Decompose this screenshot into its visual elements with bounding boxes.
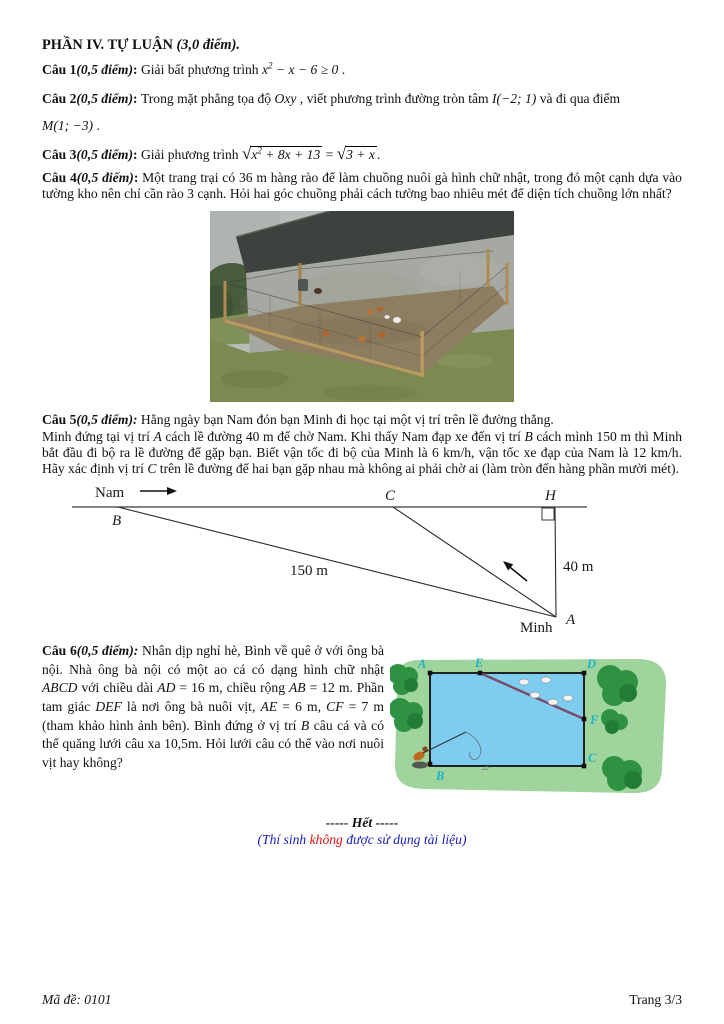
label-distance-ba: 150 m	[290, 563, 328, 580]
question-4: Câu 4(0,5 điểm): Một trang trại có 36 m hàng rào để làm chuồng nuôi gà hình chữ nhật, trong đó một cạnh dựa vào tường kho nên chỉ cần rào 3 cạnh. Hỏi hai góc chuồng phải cách tường bao nhiêu mét để diện tích chuồng lớn nhất?	[42, 170, 682, 202]
exam-note-emphasis: không	[309, 832, 343, 848]
q3-radical-left: $√x^2 + 8x + 13$	[241, 144, 321, 163]
exam-code: Mã đề: 0101	[42, 992, 112, 1007]
question-5: Câu 5(0,5 điểm): Hằng ngày bạn Nam đón bạn Minh đi học tại một vị trí trên lề đường thẳng. Minh đứng tại vị trí A cách lề đường 40 m để chờ Nam. Khi thấy Nam đạp xe đến vị trí B cách mình 150 m thì Minh bắt đầu đi bộ ra lề đường để gặp bạn. Biết vận tốc đi bộ của Minh là 6 km/h, vận tốc xe đạp của Nam là 12 km/h. Hãy xác định vị trí C trên lề đường để hai bạn gặp nhau mà không ai phải chờ ai (làm tròn đến hàng phần mười mét).	[42, 412, 682, 477]
q5-number: Câu 5	[42, 412, 77, 428]
q1-number: Câu 1	[42, 62, 77, 77]
exam-content	[42, 36, 682, 849]
q5-points: (0,5 điểm):	[76, 412, 138, 428]
pond-diagram	[390, 646, 682, 796]
question-3: Câu 3(0,5 điểm): Giải phương trình $√x^2 + 8x + 13 = √3 + x$ .	[42, 144, 381, 163]
nam-direction-arrow	[167, 487, 177, 495]
q1-formula: $x^2 - x - 6 \ge 0$	[261, 60, 339, 77]
end-marker: ----- Hết -----	[325, 815, 399, 831]
road-diagram	[60, 480, 600, 638]
label-c: C	[385, 488, 396, 505]
label-a: A	[566, 612, 576, 629]
q6-number: Câu 6	[42, 643, 77, 659]
q3-points: (0,5 điểm)	[76, 147, 134, 162]
section-points: (3,0 điểm).	[176, 37, 241, 53]
q4-points: (0,5 điểm)	[76, 170, 134, 185]
q4-text: Một trang trại có 36 m hàng rào để làm chuồng nuôi gà hình chữ nhật, trong đó một cạnh dựa vào tường kho nên chỉ cần rào 3 cạnh. Hỏi hai góc chuồng phải cách tường bao nhiêu mét để diện tích chuồng lớn nhất?	[42, 170, 682, 202]
label-b: B	[112, 513, 122, 530]
q2-point: M(1; −3)	[42, 118, 94, 133]
label-distance-ha: 40 m	[563, 559, 594, 576]
closing-block	[42, 814, 682, 849]
q2-number: Câu 2	[42, 91, 77, 106]
section-header	[42, 36, 682, 54]
q4-number: Câu 4	[42, 170, 77, 185]
q2-text: Trong mặt phẳng tọa độ	[140, 91, 275, 106]
exam-note: (Thí sinh không được sử dụng tài liệu)	[257, 832, 467, 848]
q3-radical-right: √3 + x	[336, 144, 375, 163]
question-6-row	[42, 642, 682, 800]
section-title: PHẦN IV. TỰ LUẬN	[42, 37, 177, 53]
label-minh: Minh	[520, 620, 553, 637]
q3-text: Giải phương trình	[140, 147, 242, 162]
pond-figure	[390, 642, 682, 800]
label-h: H	[545, 488, 556, 505]
question-6: Câu 6(0,5 điểm): Nhân dịp nghỉ hè, Bình về quê ở với ông bà nội. Nhà ông bà nội có một ao cá có dạng hình chữ nhật ABCD với chiều dài AD = 16 m, chiều rộng AB = 12 m. Phần tam giác DEF là nơi ông bà nuôi vịt, AE = 6 m, CF = 7 m (tham khảo hình ảnh bên). Bình đứng ở vị trí B câu cá và có thể quăng lưới câu xa 10,5m. Hỏi lưới câu có thể vào nơi nuôi vịt hay không?	[42, 643, 385, 770]
q2-points: (0,5 điểm)	[76, 91, 134, 106]
page-footer	[42, 992, 682, 1008]
pond-label-d: D	[587, 657, 597, 672]
q1-text: Giải bất phương trình	[140, 62, 262, 77]
pond-label-c: C	[588, 751, 597, 766]
label-nam: Nam	[95, 485, 125, 502]
q6-points: (0,5 điểm):	[76, 643, 139, 659]
pond-label-f: F	[590, 713, 599, 728]
chicken-coop-photo	[210, 211, 514, 402]
page-number: Trang 3/3	[629, 992, 682, 1007]
q2-center: I(−2; 1)	[492, 91, 537, 106]
q3-number: Câu 3	[42, 147, 77, 162]
q1-points: (0,5 điểm)	[76, 62, 134, 77]
question-1: Câu 1(0,5 điểm): Giải bất phương trình $x^2 - x - 6 \ge 0$ .	[42, 60, 346, 77]
pond-label-e: E	[475, 656, 484, 671]
pond-label-a: A	[418, 657, 427, 672]
tree-left-top	[390, 664, 418, 695]
q5-line1: Hằng ngày bạn Nam đón bạn Minh đi học tại một vị trí trên lề đường thẳng.	[137, 412, 554, 428]
question-2: Câu 2(0,5 điểm): Trong mặt phẳng tọa độ Oxy , viết phương trình đường tròn tâm I(−2; 1) và đi qua điểm M(1; −3) .	[42, 91, 621, 133]
pond-label-b: B	[436, 769, 445, 784]
